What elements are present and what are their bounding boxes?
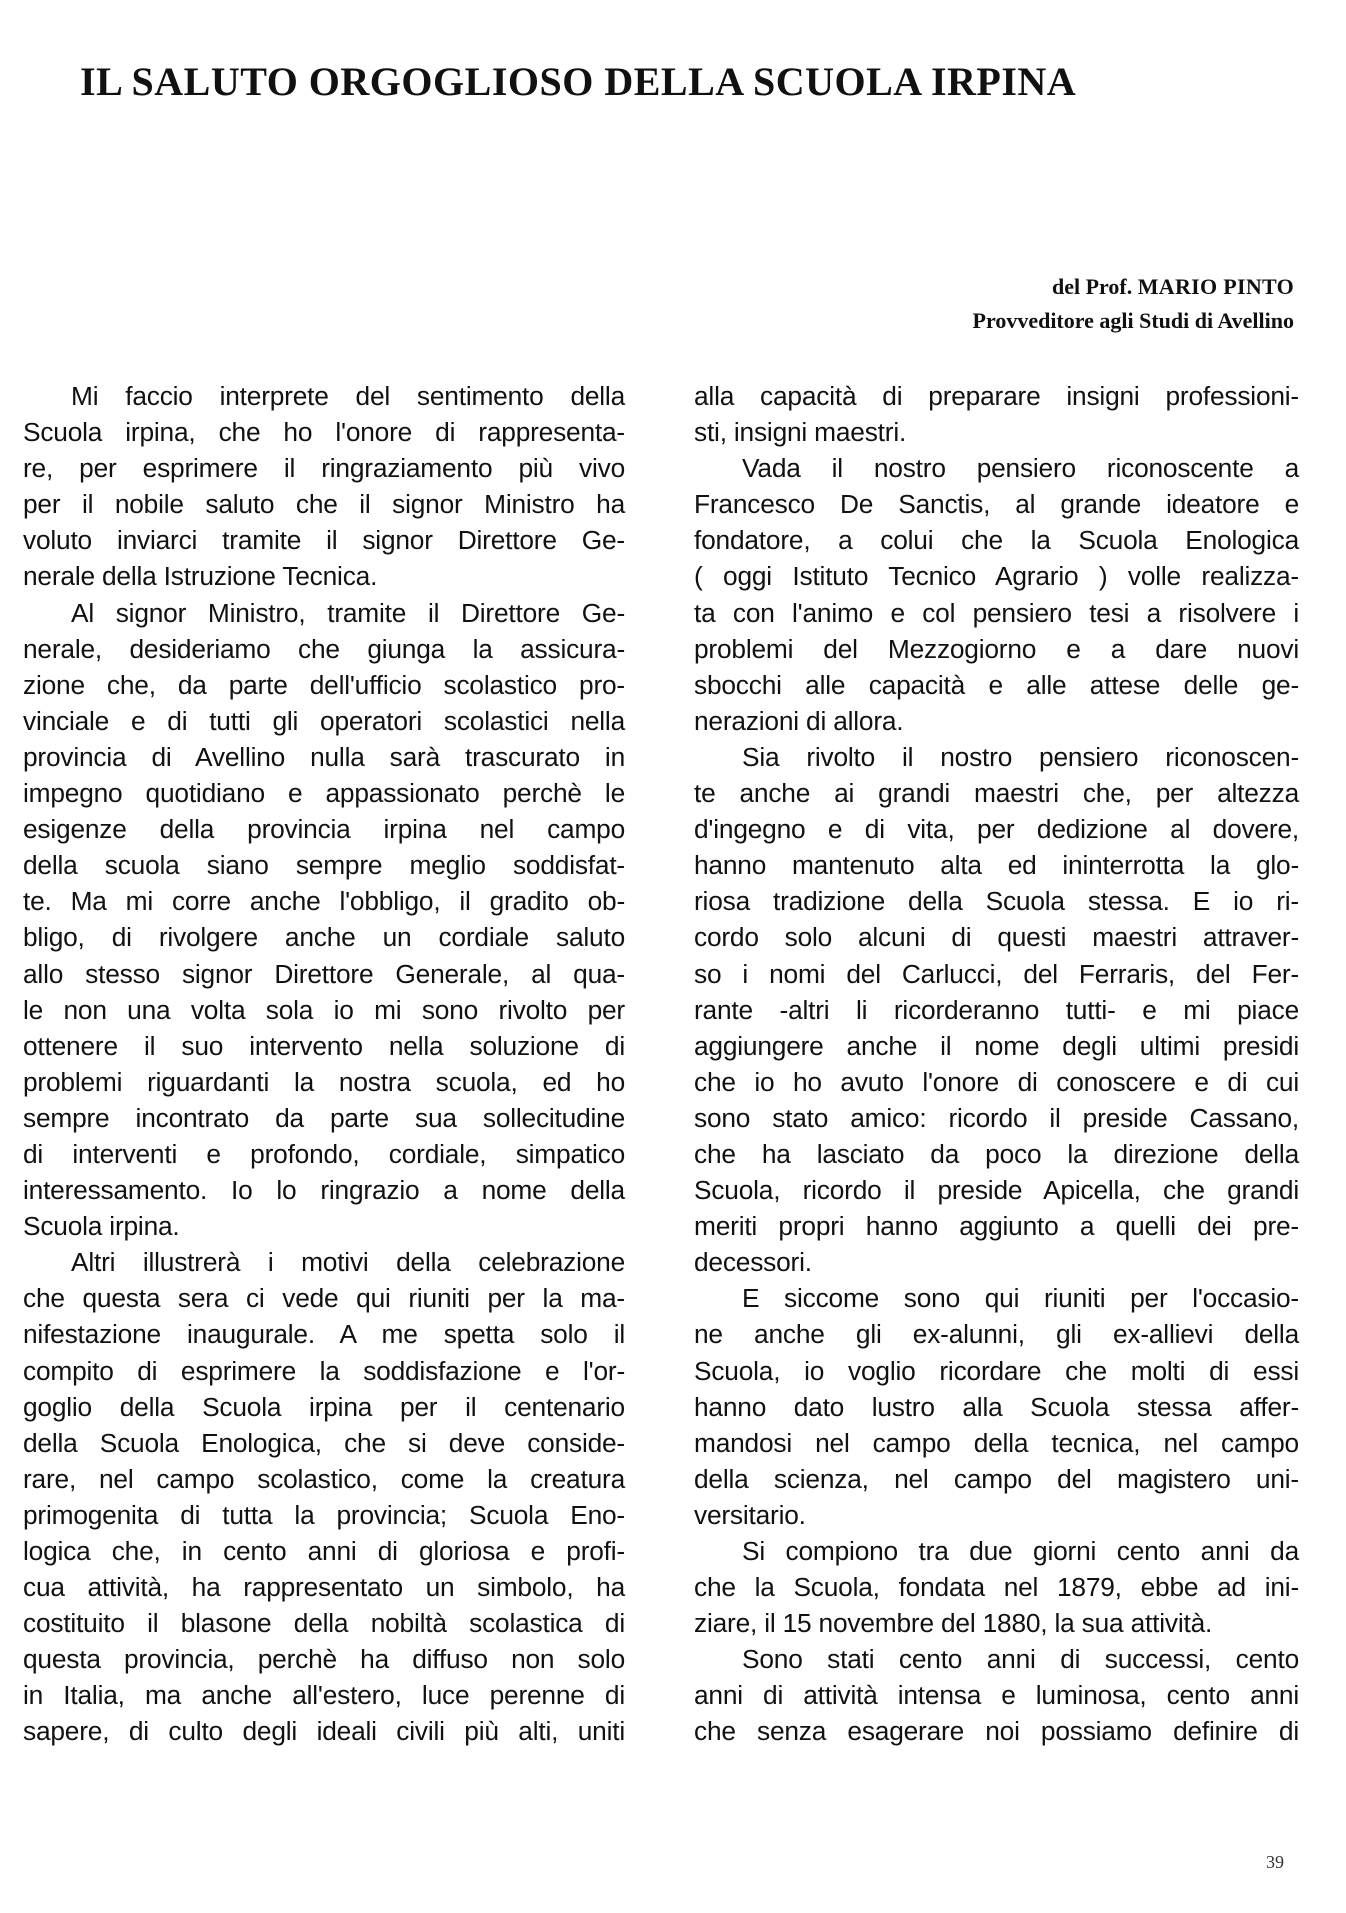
text-line: vinciale e di tutti gli operatori scolastici nella — [23, 705, 625, 736]
text-line: nifestazione inaugurale. A me spetta solo il — [23, 1319, 625, 1350]
text-line: problemi del Mezzogiorno e a dare nuovi — [694, 633, 1299, 664]
text-line: te. Ma mi corre anche l'obbligo, il gradito ob- — [23, 886, 625, 917]
text-line: ziare, il 15 novembre del 1880, la sua attività. — [694, 1608, 1213, 1639]
text-line: riosa tradizione della Scuola stessa. E io ri- — [694, 886, 1299, 917]
text-line: che la Scuola, fondata nel 1879, ebbe ad ini- — [694, 1572, 1299, 1603]
text-line: le non una volta sola io mi sono rivolto per — [23, 994, 625, 1025]
text-line: Altri illustrerà i motivi della celebrazione — [71, 1247, 625, 1278]
byline — [973, 270, 1294, 338]
text-line: d'ingegno e di vita, per dedizione al dovere, — [694, 814, 1299, 845]
text-line: hanno mantenuto alta ed ininterrotta la glo- — [694, 850, 1299, 881]
paragraph — [694, 450, 1299, 739]
text-line: Sono stati cento anni di successi, cento — [742, 1644, 1299, 1675]
text-line: interessamento. Io lo ringrazio a nome della — [23, 1175, 625, 1206]
text-line: Mi faccio interprete del sentimento della — [71, 381, 625, 411]
text-line: sbocchi alle capacità e alle attese delle ge- — [694, 669, 1299, 700]
paragraph — [23, 378, 625, 595]
text-line: che questa sera ci vede qui riuniti per la ma- — [23, 1283, 625, 1314]
text-line: della scienza, nel campo del magistero uni- — [694, 1463, 1299, 1494]
text-line: Sia rivolto il nostro pensiero riconoscen- — [742, 741, 1299, 772]
text-line: fondatore, a colui che la Scuola Enologica — [694, 525, 1299, 556]
text-line: rante -altri li ricorderanno tutti- e mi piace — [694, 994, 1299, 1025]
text-line: voluto inviarci tramite il signor Direttore Ge- — [23, 525, 625, 556]
text-line: alla capacità di preparare insigni professioni- — [694, 381, 1299, 411]
text-line: ottenere il suo intervento nella soluzione di — [23, 1030, 625, 1061]
text-line: sempre incontrato da parte sua sollecitudine — [23, 1102, 625, 1133]
paragraph — [694, 739, 1299, 1280]
text-line: meriti propri hanno aggiunto a quelli dei pre- — [694, 1211, 1299, 1242]
page-title: IL SALUTO ORGOGLIOSO DELLA SCUOLA IRPINA — [80, 59, 1077, 104]
text-line: E siccome sono qui riuniti per l'occasio- — [742, 1283, 1299, 1314]
text-line: re, per esprimere il ringraziamento più vivo — [23, 453, 625, 484]
text-column-left — [23, 378, 625, 1750]
text-line: nerale, desideriamo che giunga la assicura- — [23, 633, 625, 664]
text-line: Vada il nostro pensiero riconoscente a — [742, 453, 1299, 484]
text-line: della Scuola Enologica, che si deve conside- — [23, 1427, 625, 1458]
text-line: impegno quotidiano e appassionato perchè le — [23, 778, 625, 809]
text-line: costituito il blasone della nobiltà scolastica di — [23, 1608, 625, 1639]
text-line: allo stesso signor Direttore Generale, al qua- — [23, 958, 625, 989]
text-line: Si compiono tra due giorni cento anni da — [742, 1536, 1299, 1566]
byline-author-line — [973, 270, 1294, 304]
text-line: bligo, di rivolgere anche un cordiale saluto — [23, 922, 625, 953]
text-line: di interventi e profondo, cordiale, simpatico — [23, 1138, 625, 1169]
text-line: zione che, da parte dell'ufficio scolastico pro- — [23, 669, 625, 700]
text-line: mandosi nel campo della tecnica, nel campo — [694, 1427, 1299, 1458]
text-line: ne anche gli ex-alunni, gli ex-allievi della — [694, 1319, 1299, 1350]
text-line: problemi riguardanti la nostra scuola, ed ho — [23, 1066, 625, 1097]
text-line: Scuola, io voglio ricordare che molti di essi — [694, 1355, 1299, 1386]
text-line: ( oggi Istituto Tecnico Agrario ) volle realizza- — [694, 561, 1299, 592]
text-line: che ha lasciato da poco la direzione della — [694, 1138, 1299, 1169]
text-line: provincia di Avellino nulla sarà trascurato in — [23, 741, 625, 772]
text-line: sti, insigni maestri. — [694, 417, 907, 448]
text-line: Francesco De Sanctis, al grande ideatore e — [694, 489, 1299, 520]
paragraph — [694, 1280, 1299, 1533]
paragraph — [694, 378, 1299, 450]
text-line: nerazioni di allora. — [694, 705, 904, 736]
text-line: cordo solo alcuni di questi maestri attraver- — [694, 922, 1299, 953]
text-line: aggiungere anche il nome degli ultimi presidi — [694, 1030, 1299, 1061]
author-role: Provveditore agli Studi di Avellino — [972, 308, 1294, 333]
text-line: logica che, in cento anni di gloriosa e profi- — [23, 1536, 625, 1566]
paragraph — [23, 595, 625, 1245]
text-line: esigenze della provincia irpina nel campo — [23, 814, 625, 845]
text-line: sapere, di culto degli ideali civili più alti, uniti — [23, 1716, 625, 1747]
paragraph — [23, 1244, 625, 1749]
text-line: in Italia, ma anche all'estero, luce perenne di — [23, 1680, 625, 1711]
text-line: hanno dato lustro alla Scuola stessa affer- — [694, 1391, 1299, 1422]
byline-prefix: del Prof. — [1051, 274, 1133, 299]
paragraph — [694, 1641, 1299, 1749]
text-line: della scuola siano sempre meglio soddisfat- — [23, 850, 625, 881]
text-line: Scuola irpina. — [23, 1211, 180, 1242]
text-line: che senza esagerare noi possiamo definire di — [694, 1716, 1299, 1747]
text-line: rare, nel campo scolastico, come la creatura — [23, 1463, 625, 1494]
text-column-right — [694, 378, 1299, 1750]
text-line: questa provincia, perchè ha diffuso non solo — [23, 1644, 625, 1675]
text-line: Al signor Ministro, tramite il Direttore Ge- — [71, 597, 625, 628]
text-line: decessori. — [694, 1247, 812, 1278]
page-number: 39 — [1266, 1852, 1284, 1872]
text-line: Scuola, ricordo il preside Apicella, che grandi — [694, 1175, 1299, 1206]
text-line: sono stato amico: ricordo il preside Cassano, — [694, 1102, 1299, 1133]
paragraph — [694, 1533, 1299, 1641]
text-line: che io ho avuto l'onore di conoscere e di cui — [694, 1066, 1299, 1097]
text-line: primogenita di tutta la provincia; Scuola Eno- — [23, 1499, 625, 1530]
text-line: anni di attività intensa e luminosa, cento anni — [694, 1680, 1299, 1711]
author-name: MARIO PINTO — [1137, 274, 1294, 299]
text-line: compito di esprimere la soddisfazione e l'or- — [23, 1355, 625, 1386]
text-line: nerale della Istruzione Tecnica. — [23, 561, 378, 592]
text-line: cua attività, ha rappresentato un simbolo, ha — [23, 1572, 625, 1603]
text-line: Scuola irpina, che ho l'onore di rappresenta- — [23, 417, 625, 448]
text-line: ta con l'animo e col pensiero tesi a risolvere i — [694, 597, 1299, 628]
text-line: so i nomi del Carlucci, del Ferraris, del Fer- — [694, 958, 1299, 989]
text-line: versitario. — [694, 1499, 806, 1530]
text-line: te anche ai grandi maestri che, per altezza — [694, 778, 1299, 809]
text-line: per il nobile saluto che il signor Ministro ha — [23, 489, 625, 520]
text-line: goglio della Scuola irpina per il centenario — [23, 1391, 625, 1422]
